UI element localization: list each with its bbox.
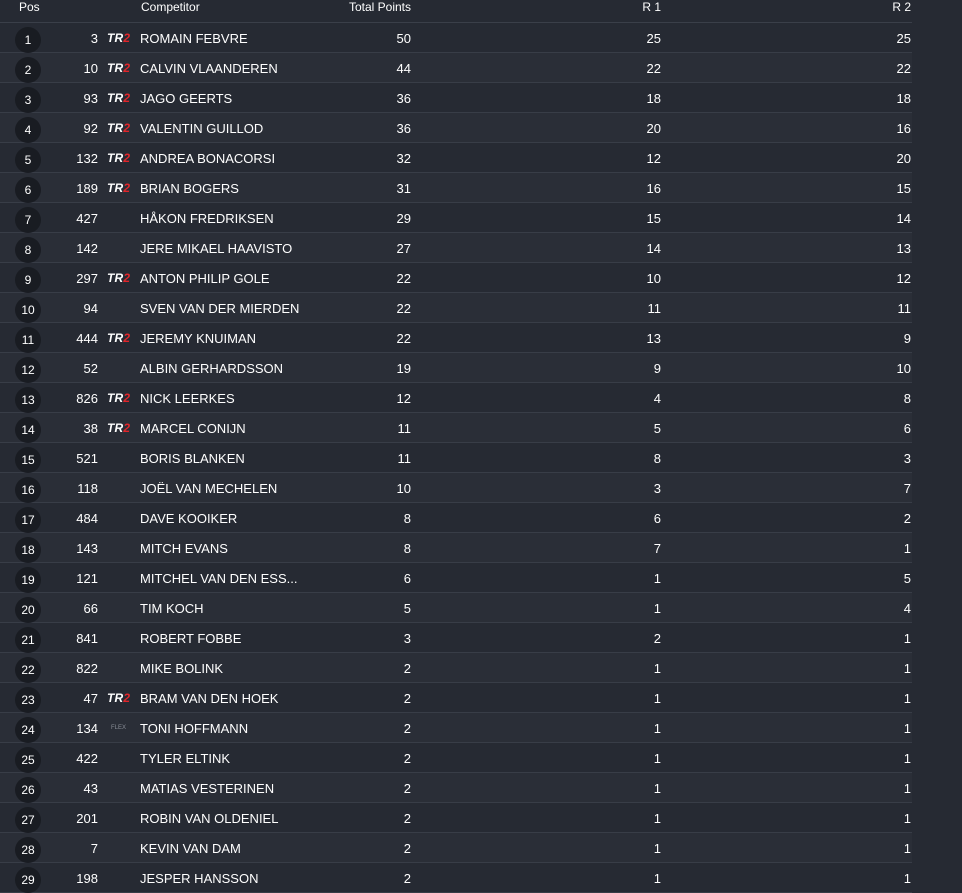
total-points: 22 — [396, 301, 411, 316]
total-points: 8 — [403, 511, 411, 526]
rider-number: 92 — [83, 121, 98, 136]
table-row[interactable] — [0, 593, 912, 623]
race2-points: 1 — [903, 631, 911, 646]
total-points: 22 — [396, 331, 411, 346]
competitor-name[interactable]: HÅKON FREDRIKSEN — [140, 211, 274, 226]
table-body — [0, 23, 912, 893]
race1-points: 11 — [647, 301, 661, 316]
team-logo-text: TR — [107, 151, 124, 165]
position-badge: 13 — [15, 387, 41, 413]
team-logo-accent: 2 — [123, 151, 131, 165]
team-logo-icon — [107, 391, 135, 405]
competitor-name[interactable]: BRIAN BOGERS — [140, 181, 239, 196]
total-points: 2 — [403, 751, 411, 766]
race1-points: 2 — [653, 631, 661, 646]
position-badge: 10 — [15, 297, 41, 323]
team-logo-icon — [107, 421, 135, 435]
race2-points: 15 — [896, 181, 911, 196]
race2-points: 12 — [896, 271, 911, 286]
total-points: 2 — [403, 691, 411, 706]
position-badge: 25 — [15, 747, 41, 773]
rider-number: 94 — [83, 301, 98, 316]
race1-points: 7 — [653, 541, 661, 556]
team-logo-text: TR — [107, 31, 124, 45]
total-points: 11 — [397, 451, 411, 466]
team-logo-accent: 2 — [123, 31, 131, 45]
position-badge: 8 — [15, 237, 41, 263]
position-badge: 21 — [15, 627, 41, 653]
position-badge: 9 — [15, 267, 41, 293]
total-points: 3 — [403, 631, 411, 646]
table-row[interactable] — [0, 353, 912, 383]
team-logo-text: TR — [107, 61, 124, 75]
rider-number: 198 — [76, 871, 98, 886]
race1-points: 5 — [653, 421, 661, 436]
total-points: 2 — [403, 871, 411, 886]
position-badge: 12 — [15, 357, 41, 383]
race2-points: 9 — [903, 331, 911, 346]
position-badge: 5 — [15, 147, 41, 173]
position-badge: 26 — [15, 777, 41, 803]
rider-number: 484 — [76, 511, 98, 526]
table-row[interactable] — [0, 23, 912, 53]
header-competitor[interactable]: Competitor — [141, 0, 200, 14]
team-logo-text: TR — [107, 691, 124, 705]
team-logo-icon — [107, 121, 135, 135]
rider-number: 297 — [76, 271, 98, 286]
table-row[interactable] — [0, 173, 912, 203]
team-logo-accent: 2 — [123, 61, 131, 75]
race2-points: 1 — [903, 691, 911, 706]
team-logo-text: TR — [107, 331, 124, 345]
table-row[interactable] — [0, 803, 912, 833]
competitor-name[interactable]: MITCHEL VAN DEN ESS... — [140, 571, 298, 586]
total-points: 6 — [403, 571, 411, 586]
header-r2[interactable]: R 2 — [892, 0, 911, 14]
competitor-name[interactable]: KEVIN VAN DAM — [140, 841, 241, 856]
race1-points: 1 — [653, 751, 661, 766]
table-row[interactable] — [0, 113, 912, 143]
race1-points: 12 — [646, 151, 661, 166]
table-row[interactable] — [0, 293, 912, 323]
total-points: 36 — [396, 121, 411, 136]
rider-number: 38 — [83, 421, 98, 436]
competitor-name[interactable]: ANTON PHILIP GOLE — [140, 271, 270, 286]
total-points: 32 — [396, 151, 411, 166]
total-points: 36 — [396, 91, 411, 106]
header-total-points[interactable]: Total Points — [348, 0, 411, 14]
race1-points: 1 — [653, 721, 661, 736]
team-logo-icon — [107, 331, 135, 345]
competitor-name[interactable]: TONI HOFFMANN — [140, 721, 249, 736]
table-row[interactable] — [0, 683, 912, 713]
total-points: 2 — [403, 781, 411, 796]
race1-points: 1 — [653, 841, 661, 856]
race1-points: 1 — [653, 601, 661, 616]
total-points: 12 — [396, 391, 411, 406]
team-logo-accent: 2 — [123, 271, 131, 285]
table-row[interactable] — [0, 263, 912, 293]
rider-number: 52 — [83, 361, 98, 376]
competitor-name[interactable]: JOËL VAN MECHELEN — [140, 481, 278, 496]
team-logo-icon — [107, 31, 135, 45]
table-row[interactable] — [0, 533, 912, 563]
rider-number: 10 — [83, 61, 98, 76]
team-logo-accent: 2 — [123, 391, 131, 405]
competitor-name[interactable]: DAVE KOOIKER — [140, 511, 238, 526]
race2-points: 2 — [903, 511, 911, 526]
team-logo-accent: 2 — [123, 181, 131, 195]
header-pos[interactable]: Pos — [19, 0, 40, 14]
race1-points: 13 — [646, 331, 661, 346]
competitor-name[interactable]: JEREMY KNUIMAN — [140, 331, 257, 346]
race2-points: 5 — [903, 571, 911, 586]
competitor-name[interactable]: JESPER HANSSON — [140, 871, 259, 886]
team-logo-icon — [107, 61, 135, 75]
race1-points: 9 — [653, 361, 661, 376]
competitor-name[interactable]: NICK LEERKES — [140, 391, 235, 406]
competitor-name[interactable]: CALVIN VLAANDEREN — [140, 61, 278, 76]
rider-number: 422 — [76, 751, 98, 766]
rider-number: 118 — [77, 481, 98, 496]
race2-points: 1 — [903, 541, 911, 556]
position-badge: 7 — [15, 207, 41, 233]
position-badge: 18 — [15, 537, 41, 563]
total-points: 44 — [396, 61, 411, 76]
race1-points: 4 — [653, 391, 661, 406]
table-row[interactable] — [0, 503, 912, 533]
rider-number: 142 — [76, 241, 98, 256]
competitor-name[interactable]: ROMAIN FEBVRE — [140, 31, 248, 46]
race2-points: 16 — [896, 121, 911, 136]
race1-points: 3 — [653, 481, 661, 496]
table-row[interactable] — [0, 623, 912, 653]
team-logo-icon — [107, 91, 135, 105]
competitor-name[interactable]: MATIAS VESTERINEN — [140, 781, 275, 796]
rider-number: 121 — [76, 571, 98, 586]
competitor-name[interactable]: BRAM VAN DEN HOEK — [140, 691, 279, 706]
team-logo-icon — [107, 151, 135, 165]
race1-points: 1 — [653, 571, 661, 586]
race2-points: 1 — [903, 811, 911, 826]
race2-points: 1 — [903, 781, 911, 796]
header-r1[interactable]: R 1 — [642, 0, 661, 14]
position-badge: 29 — [15, 867, 41, 893]
total-points: 2 — [403, 841, 411, 856]
race2-points: 7 — [903, 481, 911, 496]
team-logo-text: TR — [107, 91, 124, 105]
rider-number: 189 — [76, 181, 98, 196]
competitor-name[interactable]: JAGO GEERTS — [140, 91, 233, 106]
total-points: 2 — [403, 811, 411, 826]
table-row[interactable] — [0, 743, 912, 773]
rider-number: 521 — [76, 451, 98, 466]
team-logo-text: TR — [107, 421, 124, 435]
rider-number: 7 — [90, 841, 98, 856]
total-points: 19 — [396, 361, 411, 376]
race2-points: 1 — [903, 661, 911, 676]
rider-number: 93 — [83, 91, 98, 106]
table-row[interactable] — [0, 53, 912, 83]
race2-points: 18 — [896, 91, 911, 106]
table-row[interactable] — [0, 383, 912, 413]
total-points: 5 — [403, 601, 411, 616]
table-row[interactable] — [0, 413, 912, 443]
team-logo-accent: 2 — [123, 421, 131, 435]
table-row[interactable] — [0, 713, 912, 743]
competitor-name[interactable]: SVEN VAN DER MIERDEN — [140, 301, 300, 316]
total-points: 50 — [396, 31, 411, 46]
position-badge: 14 — [15, 417, 41, 443]
table-row[interactable] — [0, 563, 912, 593]
position-badge: 23 — [15, 687, 41, 713]
table-row[interactable] — [0, 203, 912, 233]
competitor-name[interactable]: TIM KOCH — [140, 601, 204, 616]
race1-points: 1 — [653, 811, 661, 826]
total-points: 31 — [396, 181, 411, 196]
rider-number: 66 — [83, 601, 98, 616]
race2-points: 1 — [903, 871, 911, 886]
race1-points: 1 — [653, 691, 661, 706]
race1-points: 18 — [646, 91, 661, 106]
race2-points: 25 — [896, 31, 911, 46]
team-logo-accent: 2 — [123, 91, 131, 105]
table-row[interactable] — [0, 473, 912, 503]
race1-points: 1 — [653, 871, 661, 886]
table-row[interactable] — [0, 833, 912, 863]
race2-points: 1 — [903, 841, 911, 856]
team-logo-text: TR — [107, 271, 124, 285]
competitor-name[interactable]: MITCH EVANS — [140, 541, 228, 556]
position-badge: 17 — [15, 507, 41, 533]
table-row[interactable] — [0, 653, 912, 683]
competitor-name[interactable]: ROBERT FOBBE — [140, 631, 242, 646]
rider-number: 143 — [76, 541, 98, 556]
competitor-name[interactable]: ROBIN VAN OLDENIEL — [140, 811, 279, 826]
race2-points: 22 — [896, 61, 911, 76]
position-badge: 19 — [15, 567, 41, 593]
competitor-name[interactable]: MARCEL CONIJN — [140, 421, 246, 436]
team-logo-accent: 2 — [123, 691, 131, 705]
rider-number: 841 — [76, 631, 98, 646]
table-row[interactable] — [0, 863, 912, 893]
position-badge: 24 — [15, 717, 41, 743]
race2-points: 13 — [896, 241, 911, 256]
position-badge: 22 — [15, 657, 41, 683]
position-badge: 28 — [15, 837, 41, 863]
table-row[interactable] — [0, 323, 912, 353]
total-points: 11 — [397, 421, 411, 436]
team-logo-accent: 2 — [123, 121, 131, 135]
team-logo-icon — [107, 271, 135, 285]
position-badge: 20 — [15, 597, 41, 623]
race1-points: 25 — [646, 31, 661, 46]
competitor-name[interactable]: ALBIN GERHARDSSON — [140, 361, 284, 376]
table-header — [0, 0, 912, 23]
race2-points: 4 — [903, 601, 911, 616]
race1-points: 1 — [653, 661, 661, 676]
competitor-name[interactable]: VALENTIN GUILLOD — [140, 121, 264, 136]
position-badge: 16 — [15, 477, 41, 503]
position-badge: 27 — [15, 807, 41, 833]
race2-points: 1 — [903, 751, 911, 766]
race2-points: 1 — [903, 721, 911, 736]
rider-number: 826 — [76, 391, 98, 406]
table-row[interactable] — [0, 143, 912, 173]
rider-number: 3 — [90, 31, 98, 46]
rider-number: 47 — [83, 691, 98, 706]
rider-number: 132 — [76, 151, 98, 166]
competitor-name[interactable]: TYLER ELTINK — [140, 751, 231, 766]
race2-points: 8 — [903, 391, 911, 406]
team-logo-icon — [107, 181, 135, 195]
position-badge: 11 — [15, 327, 41, 353]
race2-points: 10 — [896, 361, 911, 376]
competitor-name[interactable]: ANDREA BONACORSI — [140, 151, 276, 166]
competitor-name[interactable]: JERE MIKAEL HAAVISTO — [140, 241, 293, 256]
team-logo-text: TR — [107, 391, 124, 405]
position-badge: 4 — [15, 117, 41, 143]
rider-number: 201 — [76, 811, 98, 826]
rider-number: 43 — [83, 781, 98, 796]
total-points: 2 — [403, 721, 411, 736]
race1-points: 22 — [646, 61, 661, 76]
total-points: 29 — [396, 211, 411, 226]
team-logo-icon — [107, 691, 135, 705]
rider-number: 444 — [76, 331, 98, 346]
table-row[interactable] — [0, 83, 912, 113]
race1-points: 10 — [646, 271, 661, 286]
race2-points: 6 — [903, 421, 911, 436]
competitor-name[interactable]: MIKE BOLINK — [140, 661, 224, 676]
race1-points: 1 — [653, 781, 661, 796]
race2-points: 11 — [897, 301, 911, 316]
position-badge: 1 — [15, 27, 41, 53]
race1-points: 8 — [653, 451, 661, 466]
total-points: 8 — [403, 541, 411, 556]
race1-points: 20 — [646, 121, 661, 136]
rider-number: 822 — [76, 661, 98, 676]
position-badge: 15 — [15, 447, 41, 473]
table-row[interactable] — [0, 773, 912, 803]
race1-points: 6 — [653, 511, 661, 526]
team-logo-accent: 2 — [123, 331, 131, 345]
rider-number: 134 — [76, 721, 98, 736]
team-logo-text: TR — [107, 121, 124, 135]
competitor-name[interactable]: BORIS BLANKEN — [140, 451, 245, 466]
race1-points: 14 — [646, 241, 661, 256]
table-row[interactable] — [0, 233, 912, 263]
race1-points: 15 — [646, 211, 661, 226]
race1-points: 16 — [646, 181, 661, 196]
team-logo-icon: FLEX — [111, 725, 127, 731]
table-row[interactable] — [0, 443, 912, 473]
total-points: 2 — [403, 661, 411, 676]
race2-points: 20 — [896, 151, 911, 166]
total-points: 10 — [396, 481, 411, 496]
total-points: 22 — [396, 271, 411, 286]
position-badge: 2 — [15, 57, 41, 83]
race2-points: 3 — [903, 451, 911, 466]
position-badge: 6 — [15, 177, 41, 203]
rider-number: 427 — [76, 211, 98, 226]
total-points: 27 — [396, 241, 411, 256]
position-badge: 3 — [15, 87, 41, 113]
team-logo-text: TR — [107, 181, 124, 195]
race2-points: 14 — [896, 211, 911, 226]
